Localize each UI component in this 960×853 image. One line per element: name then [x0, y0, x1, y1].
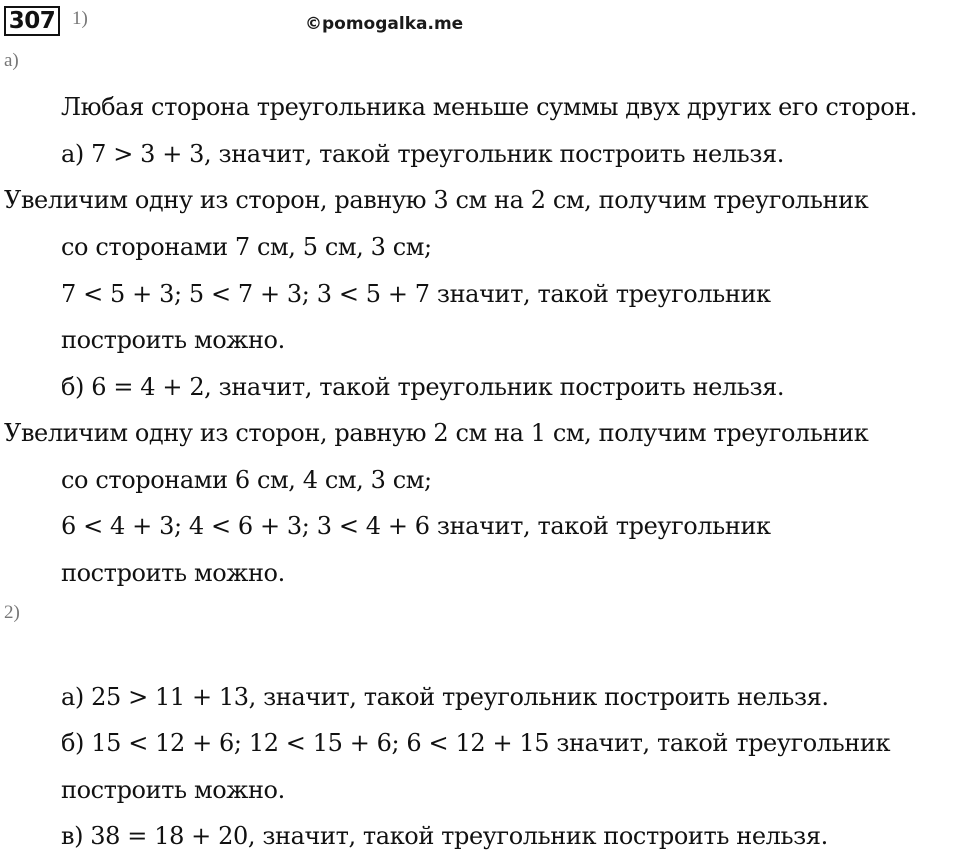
part2-case-b-conclusion-line: построить можно.: [61, 776, 285, 804]
case-a-sides-line: со сторонами 7 см, 5 см, 3 см;: [61, 233, 432, 261]
case-a-increase-line: Увеличим одну из сторон, равную 3 см на 2 см, получим треугольник: [4, 186, 869, 214]
problem-number: 307: [4, 6, 60, 36]
sub-label-a: а): [4, 50, 19, 71]
watermark: ©pomogalka.me: [305, 14, 464, 34]
part2-case-c-line: в) 38 = 18 + 20, значит, такой треугольник построить нельзя.: [61, 822, 828, 850]
case-b-increase-line: Увеличим одну из сторон, равную 2 см на 1 см, получим треугольник: [4, 419, 869, 447]
part2-case-b-line: б) 15 < 12 + 6; 12 < 15 + 6; 6 < 12 + 15 значит, такой треугольник: [61, 729, 891, 757]
case-b-line: б) 6 = 4 + 2, значит, такой треугольник построить нельзя.: [61, 373, 785, 401]
part-2-label: 2): [4, 602, 20, 623]
case-b-check-line: 6 < 4 + 3; 4 < 6 + 3; 3 < 4 + 6 значит, такой треугольник: [61, 512, 771, 540]
case-a-check-line: 7 < 5 + 3; 5 < 7 + 3; 3 < 5 + 7 значит, такой треугольник: [61, 280, 771, 308]
case-a-conclusion-line: построить можно.: [61, 326, 285, 354]
case-b-sides-line: со сторонами 6 см, 4 см, 3 см;: [61, 466, 432, 494]
rule-statement: Любая сторона треугольника меньше суммы двух других его сторон.: [61, 93, 918, 121]
part2-case-a-line: а) 25 > 11 + 13, значит, такой треугольник построить нельзя.: [61, 683, 829, 711]
part-1-label: 1): [72, 8, 88, 29]
case-b-conclusion-line: построить можно.: [61, 559, 285, 587]
case-a-line: а) 7 > 3 + 3, значит, такой треугольник построить нельзя.: [61, 140, 784, 168]
